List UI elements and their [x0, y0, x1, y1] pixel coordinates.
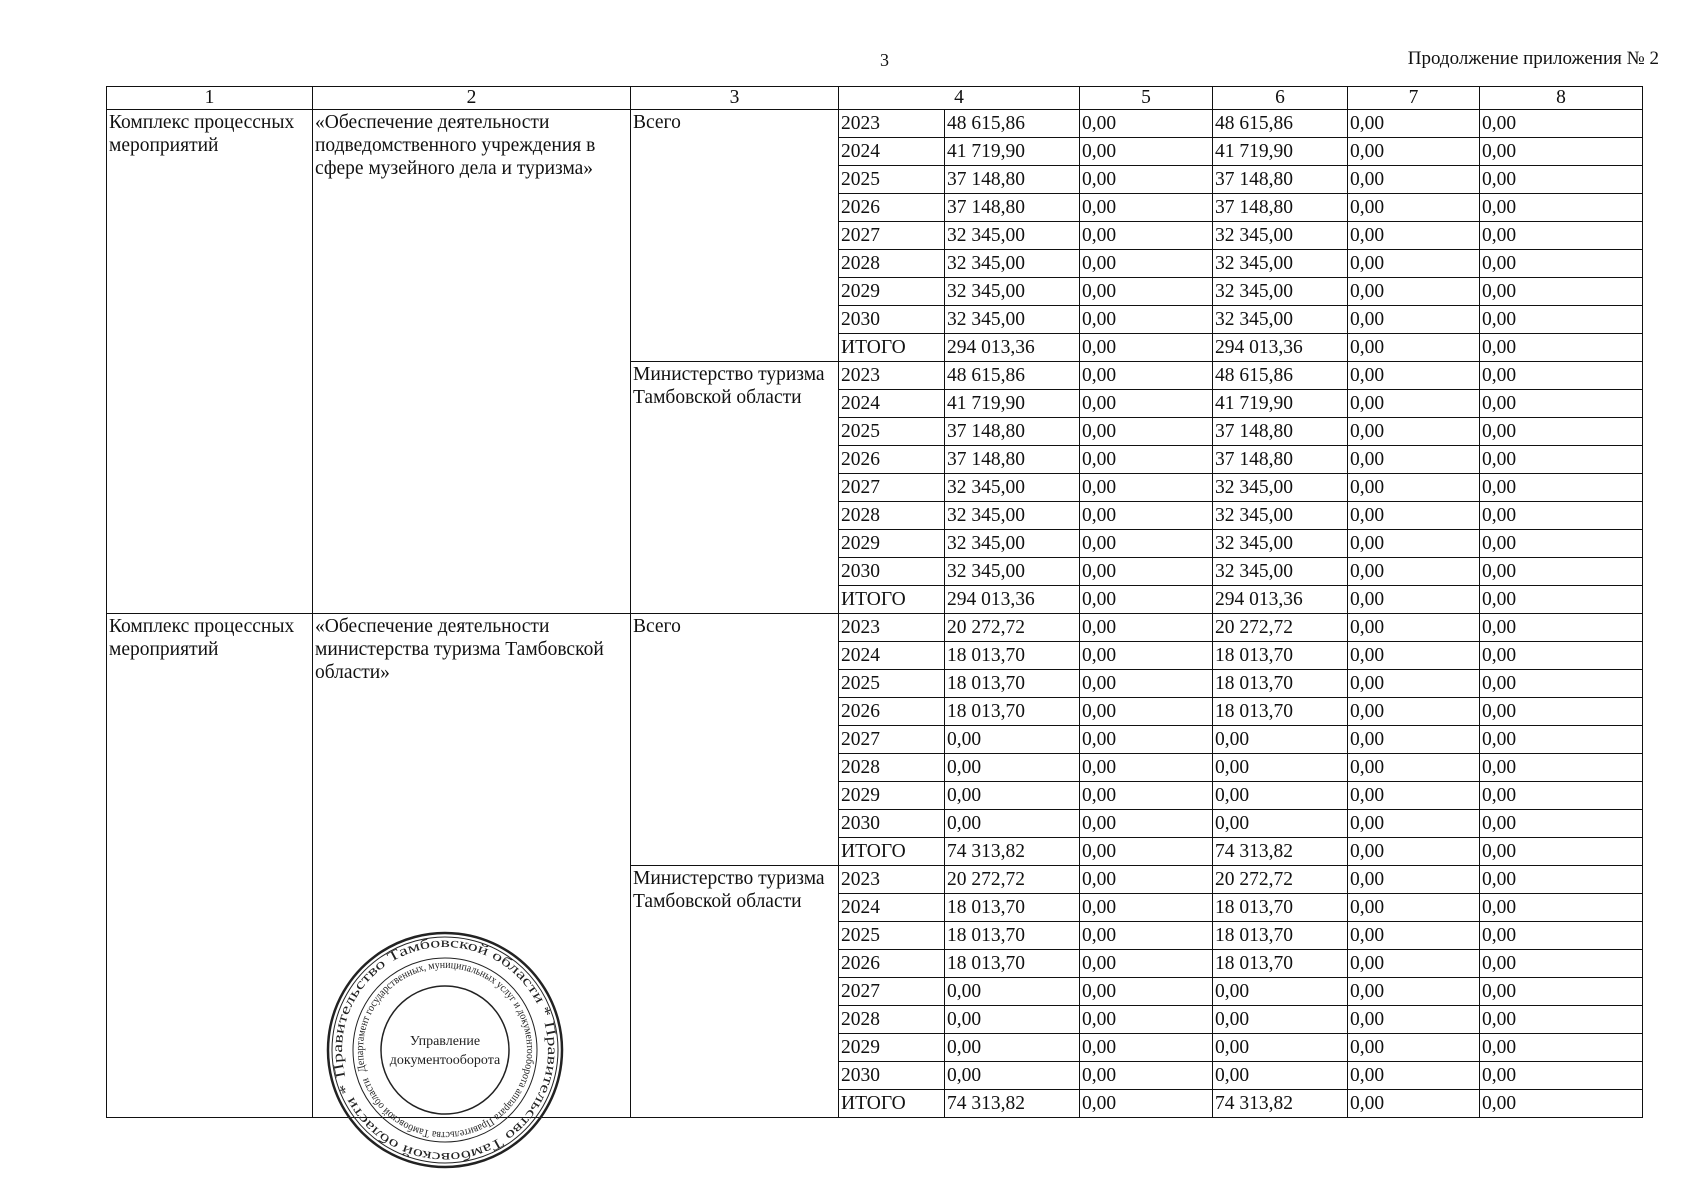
regional-budget-cell: 0,00	[1213, 1006, 1348, 1034]
extrabudgetary-cell: 0,00	[1480, 138, 1643, 166]
year-cell: 2027	[839, 222, 945, 250]
regional-budget-cell: 18 013,70	[1213, 894, 1348, 922]
year-cell: 2029	[839, 1034, 945, 1062]
continuation-caption: Продолжение приложения № 2	[1407, 48, 1659, 69]
year-cell: 2023	[839, 614, 945, 642]
year-cell: 2028	[839, 250, 945, 278]
extrabudgetary-cell: 0,00	[1480, 166, 1643, 194]
total-amount-cell: 32 345,00	[945, 530, 1080, 558]
regional-budget-cell: 32 345,00	[1213, 250, 1348, 278]
regional-budget-cell: 0,00	[1213, 978, 1348, 1006]
regional-budget-cell: 18 013,70	[1213, 642, 1348, 670]
block-type-cell: Комплекс процессных мероприятий	[107, 614, 313, 1118]
extrabudgetary-cell: 0,00	[1480, 782, 1643, 810]
federal-budget-cell: 0,00	[1080, 194, 1213, 222]
regional-budget-cell: 74 313,82	[1213, 1090, 1348, 1118]
year-cell: 2024	[839, 894, 945, 922]
federal-budget-cell: 0,00	[1080, 1062, 1213, 1090]
federal-budget-cell: 0,00	[1080, 138, 1213, 166]
total-amount-cell: 294 013,36	[945, 586, 1080, 614]
year-cell: 2026	[839, 446, 945, 474]
year-cell: 2026	[839, 950, 945, 978]
year-cell: 2030	[839, 1062, 945, 1090]
year-cell: 2024	[839, 138, 945, 166]
regional-budget-cell: 32 345,00	[1213, 474, 1348, 502]
stamp-inner-text: Департамент государственных, муниципальных услуг и документооборота аппарата Правительства Тамбовской области	[353, 958, 537, 1142]
federal-budget-cell: 0,00	[1080, 978, 1213, 1006]
year-cell: 2024	[839, 642, 945, 670]
federal-budget-cell: 0,00	[1080, 642, 1213, 670]
total-amount-cell: 32 345,00	[945, 306, 1080, 334]
local-budget-cell: 0,00	[1348, 1034, 1480, 1062]
federal-budget-cell: 0,00	[1080, 250, 1213, 278]
regional-budget-cell: 32 345,00	[1213, 222, 1348, 250]
federal-budget-cell: 0,00	[1080, 894, 1213, 922]
extrabudgetary-cell: 0,00	[1480, 1006, 1643, 1034]
local-budget-cell: 0,00	[1348, 810, 1480, 838]
column-header: 5	[1080, 87, 1213, 110]
federal-budget-cell: 0,00	[1080, 754, 1213, 782]
extrabudgetary-cell: 0,00	[1480, 390, 1643, 418]
federal-budget-cell: 0,00	[1080, 670, 1213, 698]
extrabudgetary-cell: 0,00	[1480, 866, 1643, 894]
federal-budget-cell: 0,00	[1080, 726, 1213, 754]
column-header: 8	[1480, 87, 1643, 110]
federal-budget-cell: 0,00	[1080, 838, 1213, 866]
block-type-cell: Комплекс процессных мероприятий	[107, 110, 313, 614]
regional-budget-cell: 74 313,82	[1213, 838, 1348, 866]
total-amount-cell: 0,00	[945, 1062, 1080, 1090]
year-cell: 2025	[839, 922, 945, 950]
year-cell: 2025	[839, 670, 945, 698]
total-amount-cell: 32 345,00	[945, 278, 1080, 306]
regional-budget-cell: 0,00	[1213, 754, 1348, 782]
stamp-outer-text: Правительство Тамбовской области * Правительство Тамбовской области *	[330, 935, 560, 1165]
federal-budget-cell: 0,00	[1080, 614, 1213, 642]
total-amount-cell: 32 345,00	[945, 558, 1080, 586]
page-number: 3	[880, 50, 889, 70]
regional-budget-cell: 32 345,00	[1213, 278, 1348, 306]
extrabudgetary-cell: 0,00	[1480, 810, 1643, 838]
total-amount-cell: 37 148,80	[945, 166, 1080, 194]
local-budget-cell: 0,00	[1348, 334, 1480, 362]
federal-budget-cell: 0,00	[1080, 558, 1213, 586]
local-budget-cell: 0,00	[1348, 866, 1480, 894]
total-amount-cell: 18 013,70	[945, 698, 1080, 726]
total-amount-cell: 37 148,80	[945, 418, 1080, 446]
year-cell: 2030	[839, 306, 945, 334]
extrabudgetary-cell: 0,00	[1480, 306, 1643, 334]
total-amount-cell: 0,00	[945, 1006, 1080, 1034]
federal-budget-cell: 0,00	[1080, 866, 1213, 894]
local-budget-cell: 0,00	[1348, 530, 1480, 558]
local-budget-cell: 0,00	[1348, 474, 1480, 502]
year-cell: 2028	[839, 502, 945, 530]
regional-budget-cell: 32 345,00	[1213, 530, 1348, 558]
total-amount-cell: 0,00	[945, 754, 1080, 782]
local-budget-cell: 0,00	[1348, 642, 1480, 670]
total-amount-cell: 18 013,70	[945, 950, 1080, 978]
local-budget-cell: 0,00	[1348, 978, 1480, 1006]
total-amount-cell: 41 719,90	[945, 138, 1080, 166]
local-budget-cell: 0,00	[1348, 138, 1480, 166]
federal-budget-cell: 0,00	[1080, 950, 1213, 978]
local-budget-cell: 0,00	[1348, 698, 1480, 726]
regional-budget-cell: 0,00	[1213, 1034, 1348, 1062]
year-cell: 2029	[839, 782, 945, 810]
regional-budget-cell: 41 719,90	[1213, 390, 1348, 418]
stamp-center-line-1: Управление	[409, 1034, 481, 1049]
extrabudgetary-cell: 0,00	[1480, 194, 1643, 222]
extrabudgetary-cell: 0,00	[1480, 586, 1643, 614]
extrabudgetary-cell: 0,00	[1480, 642, 1643, 670]
federal-budget-cell: 0,00	[1080, 922, 1213, 950]
federal-budget-cell: 0,00	[1080, 474, 1213, 502]
block-name-cell: «Обеспечение деятельности подведомственного учреждения в сфере музейного дела и туризма»	[313, 110, 631, 614]
federal-budget-cell: 0,00	[1080, 1090, 1213, 1118]
extrabudgetary-cell: 0,00	[1480, 474, 1643, 502]
column-header: 4	[839, 87, 1080, 110]
federal-budget-cell: 0,00	[1080, 110, 1213, 138]
extrabudgetary-cell: 0,00	[1480, 362, 1643, 390]
regional-budget-cell: 18 013,70	[1213, 950, 1348, 978]
local-budget-cell: 0,00	[1348, 894, 1480, 922]
extrabudgetary-cell: 0,00	[1480, 1062, 1643, 1090]
federal-budget-cell: 0,00	[1080, 222, 1213, 250]
extrabudgetary-cell: 0,00	[1480, 978, 1643, 1006]
year-cell: ИТОГО	[839, 1090, 945, 1118]
regional-budget-cell: 20 272,72	[1213, 866, 1348, 894]
regional-budget-cell: 20 272,72	[1213, 614, 1348, 642]
column-header: 1	[107, 87, 313, 110]
year-cell: 2025	[839, 166, 945, 194]
local-budget-cell: 0,00	[1348, 782, 1480, 810]
total-amount-cell: 20 272,72	[945, 866, 1080, 894]
year-cell: 2030	[839, 558, 945, 586]
local-budget-cell: 0,00	[1348, 754, 1480, 782]
extrabudgetary-cell: 0,00	[1480, 754, 1643, 782]
federal-budget-cell: 0,00	[1080, 1006, 1213, 1034]
block-name-cell: «Обеспечение деятельности министерства туризма Тамбовской области»	[313, 614, 631, 1118]
extrabudgetary-cell: 0,00	[1480, 1034, 1643, 1062]
year-cell: 2023	[839, 866, 945, 894]
extrabudgetary-cell: 0,00	[1480, 894, 1643, 922]
local-budget-cell: 0,00	[1348, 306, 1480, 334]
regional-budget-cell: 18 013,70	[1213, 670, 1348, 698]
regional-budget-cell: 48 615,86	[1213, 110, 1348, 138]
extrabudgetary-cell: 0,00	[1480, 502, 1643, 530]
local-budget-cell: 0,00	[1348, 558, 1480, 586]
total-amount-cell: 37 148,80	[945, 194, 1080, 222]
column-header: 7	[1348, 87, 1480, 110]
regional-budget-cell: 37 148,80	[1213, 446, 1348, 474]
regional-budget-cell: 294 013,36	[1213, 334, 1348, 362]
local-budget-cell: 0,00	[1348, 390, 1480, 418]
local-budget-cell: 0,00	[1348, 222, 1480, 250]
year-cell: 2027	[839, 726, 945, 754]
year-cell: ИТОГО	[839, 334, 945, 362]
total-amount-cell: 37 148,80	[945, 446, 1080, 474]
local-budget-cell: 0,00	[1348, 922, 1480, 950]
federal-budget-cell: 0,00	[1080, 334, 1213, 362]
total-amount-cell: 48 615,86	[945, 110, 1080, 138]
total-amount-cell: 41 719,90	[945, 390, 1080, 418]
federal-budget-cell: 0,00	[1080, 418, 1213, 446]
total-amount-cell: 32 345,00	[945, 502, 1080, 530]
federal-budget-cell: 0,00	[1080, 306, 1213, 334]
federal-budget-cell: 0,00	[1080, 166, 1213, 194]
local-budget-cell: 0,00	[1348, 838, 1480, 866]
total-amount-cell: 18 013,70	[945, 642, 1080, 670]
total-amount-cell: 0,00	[945, 1034, 1080, 1062]
regional-budget-cell: 32 345,00	[1213, 502, 1348, 530]
federal-budget-cell: 0,00	[1080, 810, 1213, 838]
regional-budget-cell: 0,00	[1213, 782, 1348, 810]
year-cell: ИТОГО	[839, 586, 945, 614]
year-cell: 2027	[839, 474, 945, 502]
total-amount-cell: 0,00	[945, 726, 1080, 754]
extrabudgetary-cell: 0,00	[1480, 446, 1643, 474]
total-amount-cell: 0,00	[945, 978, 1080, 1006]
year-cell: 2028	[839, 754, 945, 782]
regional-budget-cell: 32 345,00	[1213, 558, 1348, 586]
local-budget-cell: 0,00	[1348, 1062, 1480, 1090]
total-amount-cell: 0,00	[945, 810, 1080, 838]
stamp-center-line-2: документооборота	[389, 1053, 501, 1068]
year-cell: 2030	[839, 810, 945, 838]
regional-budget-cell: 294 013,36	[1213, 586, 1348, 614]
local-budget-cell: 0,00	[1348, 670, 1480, 698]
regional-budget-cell: 41 719,90	[1213, 138, 1348, 166]
local-budget-cell: 0,00	[1348, 194, 1480, 222]
local-budget-cell: 0,00	[1348, 278, 1480, 306]
year-cell: 2023	[839, 362, 945, 390]
extrabudgetary-cell: 0,00	[1480, 558, 1643, 586]
total-amount-cell: 74 313,82	[945, 1090, 1080, 1118]
local-budget-cell: 0,00	[1348, 614, 1480, 642]
extrabudgetary-cell: 0,00	[1480, 250, 1643, 278]
extrabudgetary-cell: 0,00	[1480, 334, 1643, 362]
regional-budget-cell: 32 345,00	[1213, 306, 1348, 334]
local-budget-cell: 0,00	[1348, 586, 1480, 614]
local-budget-cell: 0,00	[1348, 250, 1480, 278]
regional-budget-cell: 0,00	[1213, 810, 1348, 838]
official-seal	[325, 930, 565, 1170]
local-budget-cell: 0,00	[1348, 418, 1480, 446]
total-amount-cell: 48 615,86	[945, 362, 1080, 390]
extrabudgetary-cell: 0,00	[1480, 838, 1643, 866]
table-row	[107, 614, 1643, 642]
total-amount-cell: 18 013,70	[945, 670, 1080, 698]
federal-budget-cell: 0,00	[1080, 502, 1213, 530]
local-budget-cell: 0,00	[1348, 1006, 1480, 1034]
regional-budget-cell: 18 013,70	[1213, 922, 1348, 950]
federal-budget-cell: 0,00	[1080, 278, 1213, 306]
year-cell: 2023	[839, 110, 945, 138]
total-amount-cell: 294 013,36	[945, 334, 1080, 362]
regional-budget-cell: 0,00	[1213, 1062, 1348, 1090]
local-budget-cell: 0,00	[1348, 166, 1480, 194]
local-budget-cell: 0,00	[1348, 362, 1480, 390]
total-amount-cell: 32 345,00	[945, 474, 1080, 502]
funding-source-cell: Министерство туризма Тамбовской области	[631, 362, 839, 614]
federal-budget-cell: 0,00	[1080, 446, 1213, 474]
local-budget-cell: 0,00	[1348, 110, 1480, 138]
funding-source-cell: Всего	[631, 110, 839, 362]
year-cell: 2028	[839, 1006, 945, 1034]
year-cell: 2024	[839, 390, 945, 418]
year-cell: 2027	[839, 978, 945, 1006]
total-amount-cell: 18 013,70	[945, 922, 1080, 950]
extrabudgetary-cell: 0,00	[1480, 278, 1643, 306]
local-budget-cell: 0,00	[1348, 446, 1480, 474]
federal-budget-cell: 0,00	[1080, 698, 1213, 726]
federal-budget-cell: 0,00	[1080, 782, 1213, 810]
local-budget-cell: 0,00	[1348, 950, 1480, 978]
column-header: 3	[631, 87, 839, 110]
extrabudgetary-cell: 0,00	[1480, 726, 1643, 754]
funding-source-cell: Всего	[631, 614, 839, 866]
regional-budget-cell: 37 148,80	[1213, 418, 1348, 446]
total-amount-cell: 20 272,72	[945, 614, 1080, 642]
extrabudgetary-cell: 0,00	[1480, 670, 1643, 698]
extrabudgetary-cell: 0,00	[1480, 222, 1643, 250]
regional-budget-cell: 0,00	[1213, 726, 1348, 754]
year-cell: ИТОГО	[839, 838, 945, 866]
column-number-row	[107, 87, 1643, 110]
regional-budget-cell: 37 148,80	[1213, 194, 1348, 222]
total-amount-cell: 0,00	[945, 782, 1080, 810]
federal-budget-cell: 0,00	[1080, 586, 1213, 614]
local-budget-cell: 0,00	[1348, 1090, 1480, 1118]
extrabudgetary-cell: 0,00	[1480, 614, 1643, 642]
extrabudgetary-cell: 0,00	[1480, 530, 1643, 558]
total-amount-cell: 32 345,00	[945, 222, 1080, 250]
year-cell: 2029	[839, 278, 945, 306]
extrabudgetary-cell: 0,00	[1480, 922, 1643, 950]
extrabudgetary-cell: 0,00	[1480, 950, 1643, 978]
year-cell: 2026	[839, 194, 945, 222]
table-row	[107, 110, 1643, 138]
federal-budget-cell: 0,00	[1080, 1034, 1213, 1062]
federal-budget-cell: 0,00	[1080, 362, 1213, 390]
column-header: 6	[1213, 87, 1348, 110]
regional-budget-cell: 37 148,80	[1213, 166, 1348, 194]
regional-budget-cell: 18 013,70	[1213, 698, 1348, 726]
total-amount-cell: 32 345,00	[945, 250, 1080, 278]
federal-budget-cell: 0,00	[1080, 530, 1213, 558]
column-header: 2	[313, 87, 631, 110]
local-budget-cell: 0,00	[1348, 502, 1480, 530]
extrabudgetary-cell: 0,00	[1480, 698, 1643, 726]
year-cell: 2025	[839, 418, 945, 446]
year-cell: 2029	[839, 530, 945, 558]
funding-source-cell: Министерство туризма Тамбовской области	[631, 866, 839, 1118]
year-cell: 2026	[839, 698, 945, 726]
extrabudgetary-cell: 0,00	[1480, 110, 1643, 138]
extrabudgetary-cell: 0,00	[1480, 1090, 1643, 1118]
total-amount-cell: 18 013,70	[945, 894, 1080, 922]
federal-budget-cell: 0,00	[1080, 390, 1213, 418]
regional-budget-cell: 48 615,86	[1213, 362, 1348, 390]
total-amount-cell: 74 313,82	[945, 838, 1080, 866]
extrabudgetary-cell: 0,00	[1480, 418, 1643, 446]
local-budget-cell: 0,00	[1348, 726, 1480, 754]
